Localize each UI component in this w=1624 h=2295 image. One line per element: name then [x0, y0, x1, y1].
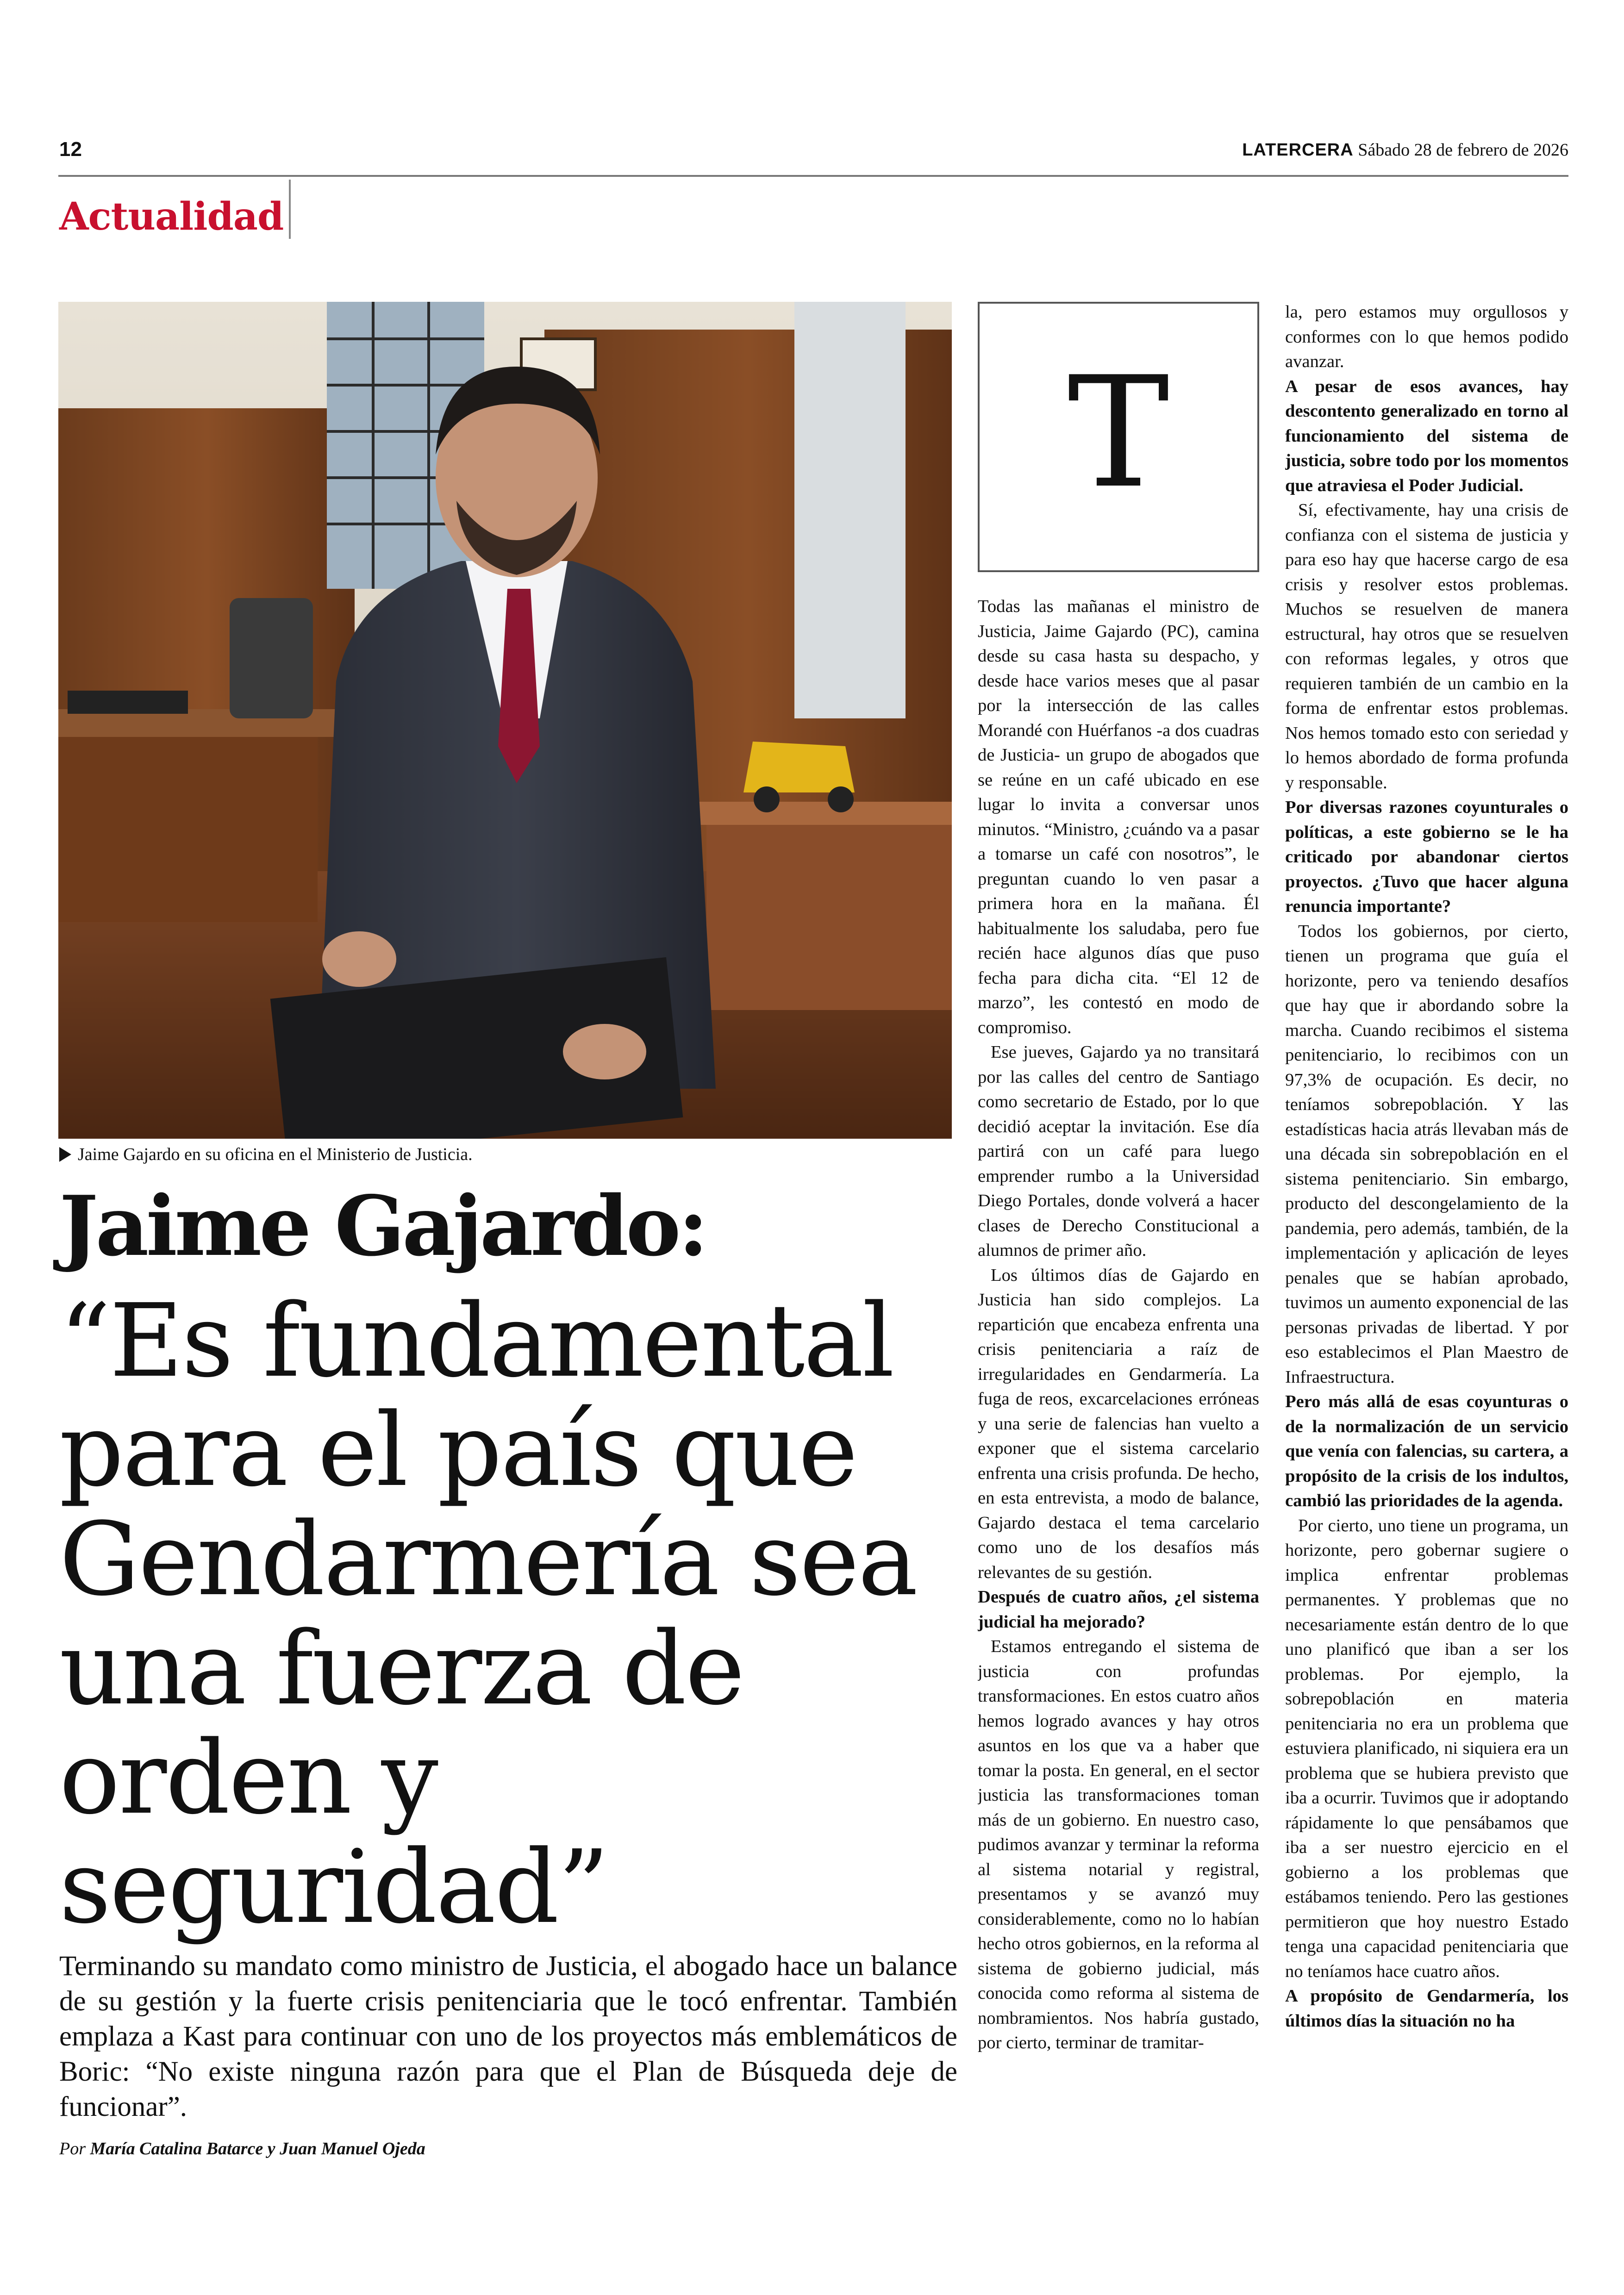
- portrait-photo: [58, 302, 952, 1139]
- photo-caption: [59, 1144, 473, 1165]
- headline-quote: [59, 1283, 953, 1946]
- caption-text: Jaime Gajardo en su oficina en el Ministerio de Justicia.: [78, 1145, 473, 1164]
- paragraph: Todos los gobiernos, por cierto, tienen un programa que guía el horizonte, pero va teniendo desafíos que hay que ir abordando sobre la marcha. Cuando recibimos el sistema penitenciario, lo recibimos con un 97,3% de ocupación. Es decir, no teníamos sobrepoblación. Y las estadísticas hacia atrás llevaban más de una década sin sobrepoblación en el sistema penitenciario. Sin embargo, producto del descongelamiento de la pandemia, pero además, también, de la implementación y aplicación de leyes penales que se habían aprobado, tuvimos un aumento exponencial de las personas privadas de libertad. Y por eso establecimos el Plan Maestro de Infraestructura.: [1285, 921, 1568, 1387]
- interview-question: Pero más allá de esas coyunturas o de la normalización de un servicio que venía con falencias, su cartera, a propósito de la crisis de los indultos, cambió las prioridades de la agenda.: [1285, 1392, 1568, 1510]
- header-rule: [58, 175, 1568, 177]
- brand-name: LATERCERA: [1242, 140, 1354, 160]
- page-number: 12: [59, 138, 82, 161]
- interview-question: A propósito de Gendarmería, los últimos días la situación no ha: [1285, 1986, 1568, 2031]
- caption-arrow-icon: [59, 1147, 71, 1162]
- masthead: [1242, 140, 1568, 160]
- section-divider: [289, 180, 291, 239]
- article-deck: Terminando su mandato como ministro de Justicia, el abogado hace un balance de su gestión y la fuerte crisis penitenciaria que le tocó enfrentar. También emplaza a Kast para continuar con uno de los proyectos más emblemáticos de Boric: “No existe ninguna razón para que el Plan de Búsqueda deje de funcionar”.: [59, 1951, 957, 2122]
- interview-question: Por diversas razones coyunturales o políticas, a este gobierno se le ha criticado por abandonar ciertos proyectos. ¿Tuvo que hacer alguna renuncia importante?: [1285, 798, 1568, 916]
- paragraph: Estamos entregando el sistema de justicia con profundas transformaciones. En estos cuatro años hemos logrado avances y hay otros asuntos en los que va a haber que tomar la posta. En general, en el sector justicia las transformaciones toman más de un gobierno. En nuestro caso, pudimos avanzar y terminar la reforma al sistema notarial y registral, presentamos y se avanzó muy considerablemente, como no lo habían hecho otros gobiernos, en la reforma al sistema de gobierno judicial, más conocida como reforma al sistema de nombramientos. Nos habría gustado, por cierto, terminar de tramitar-: [978, 1637, 1259, 2052]
- headline-quote-line: orden y seguridad”: [59, 1720, 608, 1946]
- portrait-illustration: [58, 302, 952, 1139]
- paragraph: Por cierto, uno tiene un programa, un horizonte, pero gobernar sugiere o implica enfrentar problemas permanentes. Y problemas que no necesariamente están dentro de lo que uno planificó que iban a ser los problemas. Por ejemplo, la sobrepoblación en materia penitenciaria no era un problema que estuviera planificado, ni siquiera era un problema que se hubiera previsto que iba a ocurrir. Tuvimos que ir adoptando rápidamente lo que pensábamos que iba a ser nuestro ejercicio en el gobierno a los problemas que estábamos teniendo. Pero las gestiones permitieron que hoy nuestro Estado tenga una capacidad penitenciaria que no teníamos hace cuatro años.: [1285, 1515, 1568, 1981]
- byline-authors: María Catalina Batarce y Juan Manuel Ojeda: [90, 2139, 425, 2158]
- section-label: Actualidad: [59, 194, 284, 239]
- interview-question: A pesar de esos avances, hay descontento generalizado en torno al funcionamiento del sistema de justicia, sobre todo por los momentos que atraviesa el Poder Judicial.: [1285, 376, 1568, 495]
- paragraph: Ese jueves, Gajardo ya no transitará por las calles del centro de Santiago como secretario de Estado, por lo que decidió aceptar la invitación. Ese día partirá con un café para luego emprender rumbo a la Universidad Diego Portales, donde volverá a hacer clases de Derecho Constitucional a alumnos de primer año.: [978, 1042, 1259, 1260]
- headline-quote-line: “Es fundamental: [59, 1283, 893, 1400]
- paragraph: la, pero estamos muy orgullosos y conformes con lo que hemos podido avanzar.: [1285, 302, 1568, 371]
- byline-prefix: Por: [59, 2139, 86, 2158]
- paragraph: Los últimos días de Gajardo en Justicia han sido complejos. La repartición que encabeza enfrenta una crisis penitenciaria a raíz de irregularidades en Gendarmería. La fuga de reos, excarcelaciones erróneas y una serie de falencias han vuelto a exponer que el sistema carcelario enfrenta una crisis profunda. De hecho, en esta entrevista, a modo de balance, Gajardo destaca el tema carcelario como uno de los desafíos más relevantes de su gestión.: [978, 1265, 1259, 1582]
- headline-quote-line: una fuerza de: [59, 1610, 744, 1727]
- paragraph: Sí, efectivamente, hay una crisis de confianza con el sistema de justicia y para eso hay que hacerse cargo de esa crisis y resolver estos problemas. Muchos se resuelven de manera estructural, hay otros que se resuelven con reformas legales, y otros que requieren también de un cambio en la forma de enfrentar estos problemas. Nos hemos tomado esto con seriedad y lo hemos abordado de forma profunda y responsable.: [1285, 500, 1568, 792]
- headline-name: Jaime Gajardo:: [59, 1178, 706, 1274]
- interview-question: Después de cuatro años, ¿el sistema judicial ha mejorado?: [978, 1587, 1259, 1632]
- body-column-2: [1285, 300, 1568, 2170]
- headline-quote-line: para el país que: [59, 1392, 857, 1509]
- issue-date: Sábado 28 de febrero de 2026: [1358, 140, 1568, 160]
- paragraph: Todas las mañanas el ministro de Justicia, Jaime Gajardo (PC), camina desde su casa hasta su despacho, y desde hace varios meses que al pasar por la intersección de las calles Morandé con Huérfanos -a dos cuadras de Justicia- un grupo de abogados que se reúne en un café ubicado en ese lugar lo invita a conversar unos minutos. “Ministro, ¿cuándo va a pasar a tomarse un café con nosotros”, le preguntan cuando lo ven pasar a primera hora en la mañana. Él habitualmente los saludaba, pero fue recién hace algunos días que puso fecha para dicha cita. “El 12 de marzo”, les contestó en modo de compromiso.: [978, 597, 1259, 1037]
- dropcap-letter: T: [1067, 344, 1170, 522]
- body-column-1: [978, 594, 1259, 2168]
- headline-quote-line: Gendarmería sea: [59, 1501, 917, 1618]
- byline: [59, 2139, 425, 2159]
